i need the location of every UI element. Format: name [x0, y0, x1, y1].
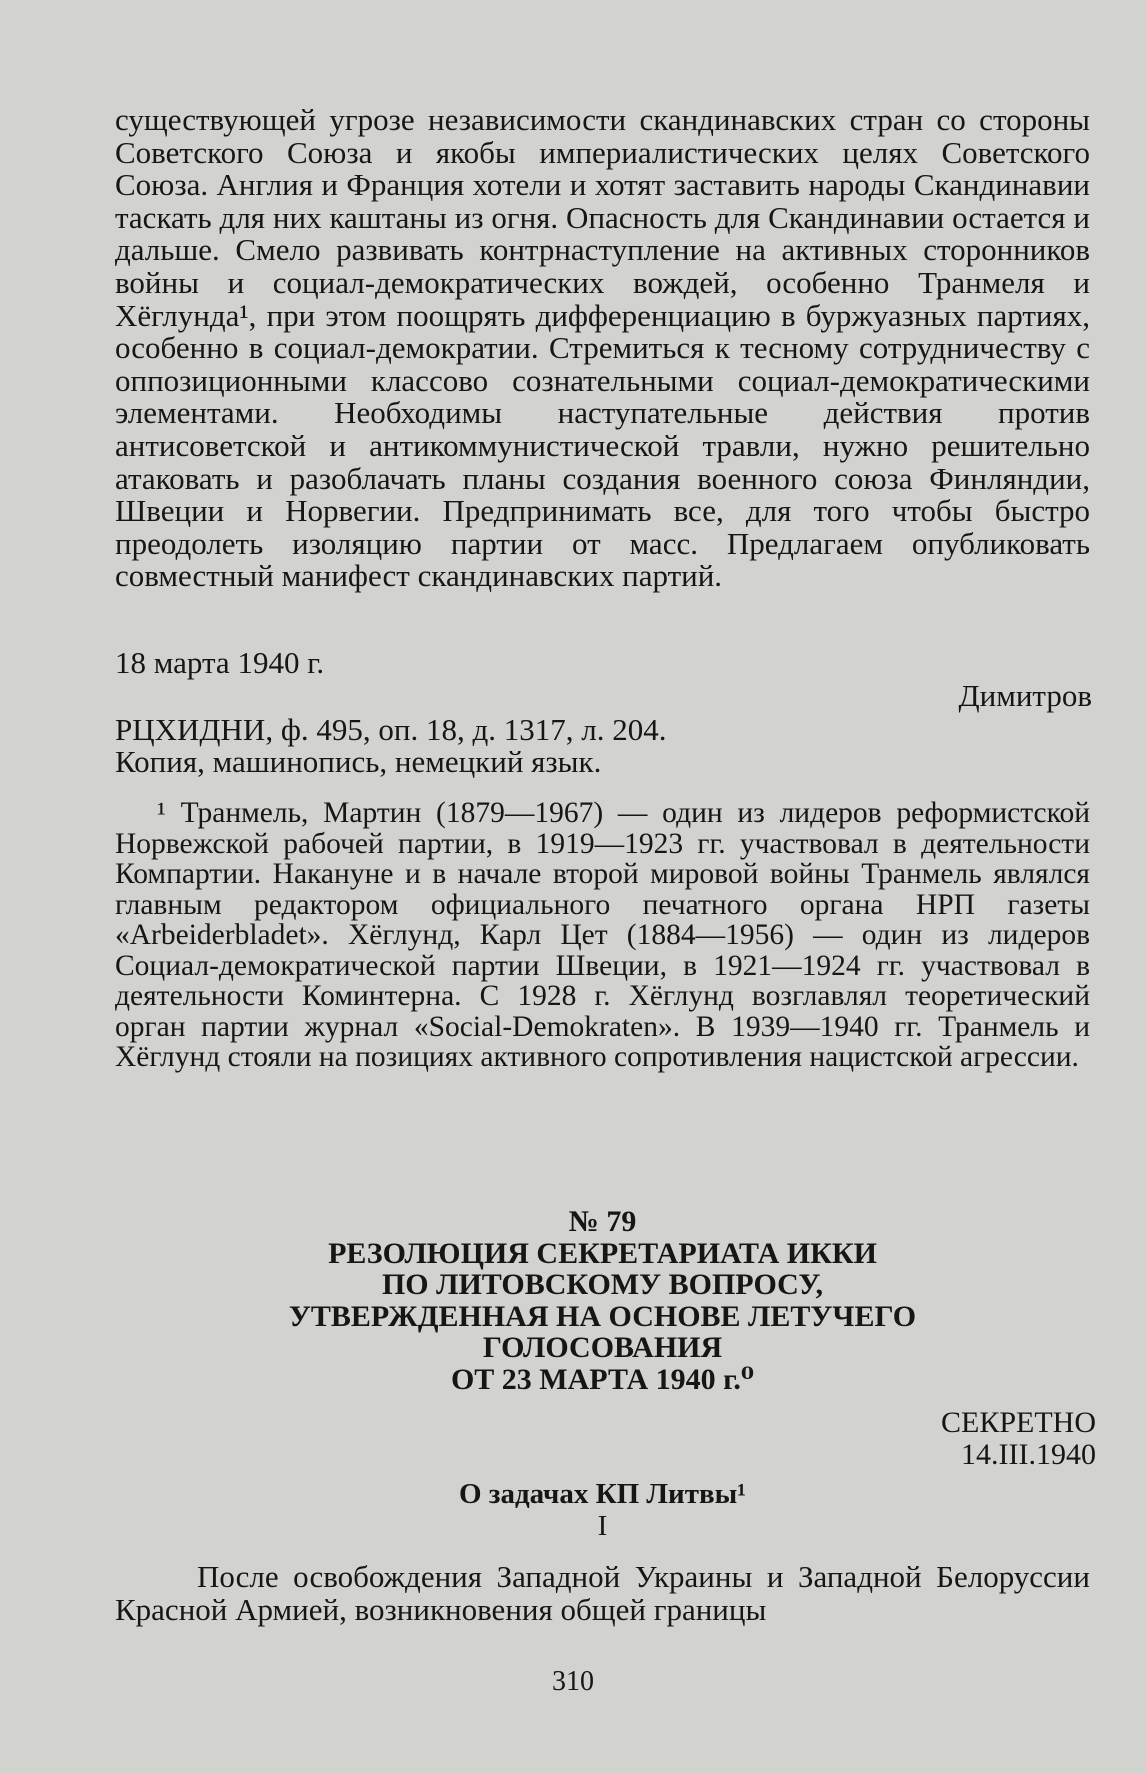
section-heading — [115, 1478, 1090, 1542]
title-line-3: УТВЕРЖДЕННАЯ НА ОСНОВЕ ЛЕТУЧЕГО — [288, 1299, 917, 1333]
title-line-1: РЕЗОЛЮЦИЯ СЕКРЕТАРИАТА ИККИ — [328, 1236, 877, 1270]
letter-date: 18 марта 1940 г. — [115, 645, 325, 680]
footnote: ¹ Транмель, Мартин (1879—1967) — один из лидеров реформистской Норвежской рабочей партии, в 1919—1923 гг. участвовал в деятельности Компартии. Накануне и в начале второй мировой войны Транмель являлся главным редактором официального печатного органа НРП газеты «Arbeiderbladet». Хёглунд, Карл Цет (1884—1956) — один из лидеров Социал-демократической партии Швеции, в 1921—1924 гг. участвовал в деятельности Коминтерна. С 1928 г. Хёглунд возглавлял теоретический орган партии журнал «Social-Demokraten». В 1939—1940 гг. Транмель и Хёглунд стояли на позициях активного сопротивления нацистской агрессии. — [115, 797, 1090, 1073]
archive-ref: РЦХИДНИ, ф. 495, оп. 18, д. 1317, л. 204. — [115, 712, 667, 747]
subtitle: О задачах КП Литвы¹ — [459, 1478, 746, 1510]
opening-paragraph: После освобождения Западной Украины и Западной Белоруссии Красной Армией, возникновения общей границы — [115, 1559, 1090, 1627]
title-line-5: ОТ 23 МАРТА 1940 г.⁰ — [450, 1362, 755, 1396]
section-number: I — [597, 1510, 608, 1542]
archive-reference — [115, 714, 1090, 778]
signature: Димитров — [958, 678, 1092, 713]
classification-stamp: СЕКРЕТНО — [940, 1406, 1096, 1439]
body-text: существующей угрозе независимости скандинавских стран со стороны Советского Союза и якобы империалистических целях Советского Союза. Англия и Франция хотели и хотят заставить народы Скандинавии таскать для них каштаны из огня. Опасность для Скандинавии остается и дальше. Смело развивать контрнаступление на активных сторонников войны и социал-демократических вождей, особенно Транмеля и Хёглунда¹, при этом поощрять дифференциацию в буржуазных партиях, особенно в социал-демократии. Стремиться к тесному сотрудничеству с оппозиционными классово сознательными социал-демократическими элементами. Необходимы наступательные действия против антисоветской и антикоммунистической травли, нужно решительно атаковать и разоблачать планы создания военного союза Финляндии, Швеции и Норвегии. Предпринимать все, для того чтобы быстро преодолеть изоляцию партии от масс. Предлагаем опубликовать совместный манифест скандинавских партий. — [115, 102, 1090, 594]
classification-date: 14.III.1940 — [961, 1438, 1096, 1471]
title-line-2: ПО ЛИТОВСКОМУ ВОПРОСУ, — [381, 1268, 824, 1301]
title-line-4: ГОЛОСОВАНИЯ — [482, 1331, 723, 1364]
page-number: 310 — [552, 1666, 594, 1697]
document-heading — [115, 1206, 1090, 1395]
classification-block — [941, 1407, 1096, 1471]
document-number: № 79 — [568, 1205, 637, 1238]
archive-note: Копия, машинопись, немецкий язык. — [115, 744, 602, 779]
